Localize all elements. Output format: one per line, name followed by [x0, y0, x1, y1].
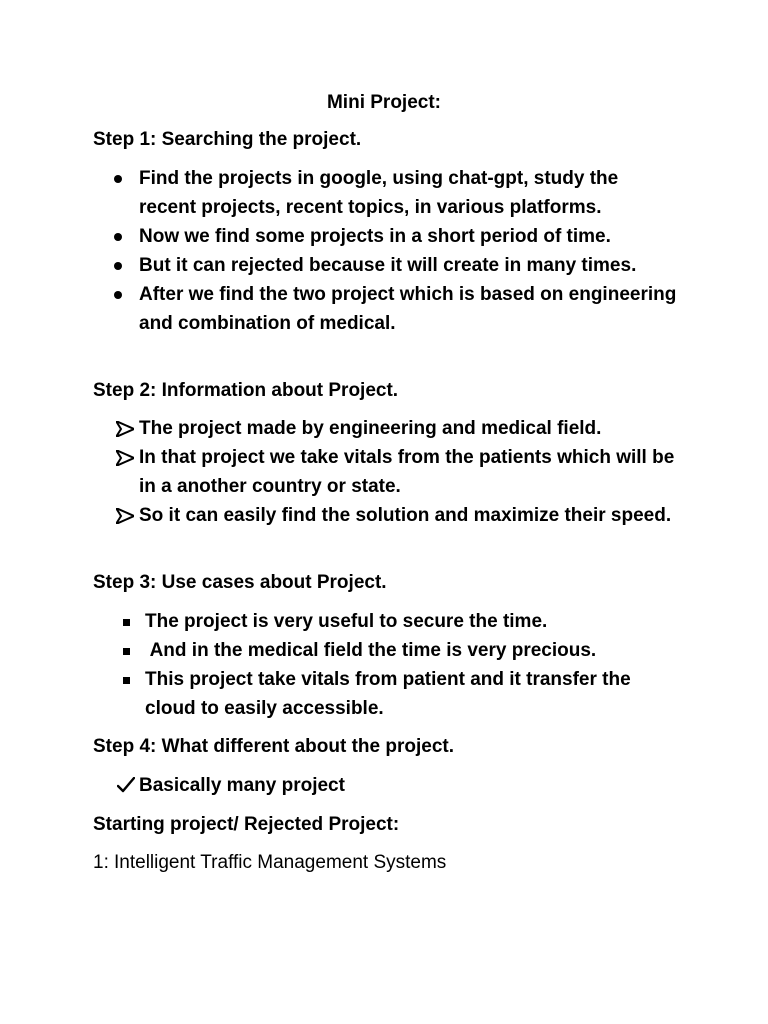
bullet-icon: [114, 251, 124, 280]
bullet-icon: [114, 280, 124, 309]
list-item: [0, 251, 679, 280]
step4-heading: Step 4: What different about the project.: [93, 736, 455, 757]
list-item: [0, 280, 679, 338]
step1-list: [0, 164, 679, 338]
square-bullet-icon: [123, 607, 133, 636]
list-item: [0, 414, 679, 443]
starting-project-heading: Starting project/ Rejected Project:: [93, 814, 400, 835]
step1-heading: Step 1: Searching the project.: [93, 129, 362, 150]
list-item: [0, 771, 679, 800]
list-item: [0, 636, 685, 665]
step2-list: [0, 414, 679, 530]
list-item-text: Basically many project: [139, 775, 345, 796]
numbered-item: [93, 848, 446, 877]
bullet-icon: [114, 164, 124, 193]
list-item-text: Now we find some projects in a short period of time.: [139, 226, 611, 247]
square-bullet-icon: [123, 665, 133, 694]
arrowhead-icon: [114, 443, 136, 472]
page-title: Mini Project:: [326, 92, 441, 113]
arrowhead-icon: [114, 501, 136, 530]
list-item: [0, 164, 679, 222]
arrowhead-icon: [114, 414, 136, 443]
item-text: Intelligent Traffic Management Systems: [114, 852, 447, 873]
list-item-text: So it can easily find the solution and maximize their speed.: [139, 505, 672, 526]
list-item-text: This project take vitals from patient and it transfer the cloud to easily accessible.: [145, 669, 631, 719]
step4-list: [0, 771, 679, 800]
step3-list: [0, 607, 685, 723]
checkmark-icon: [116, 771, 138, 800]
list-item: [0, 665, 685, 723]
list-item-text: And in the medical field the time is very precious.: [145, 640, 597, 661]
list-item-text: After we find the two project which is based on engineering and combination of medical.: [139, 284, 677, 334]
list-item: [0, 443, 679, 501]
square-bullet-icon: [123, 636, 133, 665]
bullet-icon: [114, 222, 124, 251]
list-item-text: The project is very useful to secure the time.: [145, 611, 548, 632]
list-item: [0, 607, 685, 636]
list-item-text: The project made by engineering and medical field.: [139, 418, 602, 439]
item-number: 1:: [93, 852, 109, 873]
list-item: [0, 222, 679, 251]
list-item: [0, 501, 679, 530]
list-item-text: But it can rejected because it will create in many times.: [139, 255, 637, 276]
step2-heading: Step 2: Information about Project.: [93, 380, 399, 401]
list-item-text: In that project we take vitals from the patients which will be in a another country or state.: [139, 447, 675, 497]
step3-heading: Step 3: Use cases about Project.: [93, 572, 387, 593]
list-item-text: Find the projects in google, using chat-gpt, study the recent projects, recent topics, in various platforms.: [139, 168, 619, 218]
